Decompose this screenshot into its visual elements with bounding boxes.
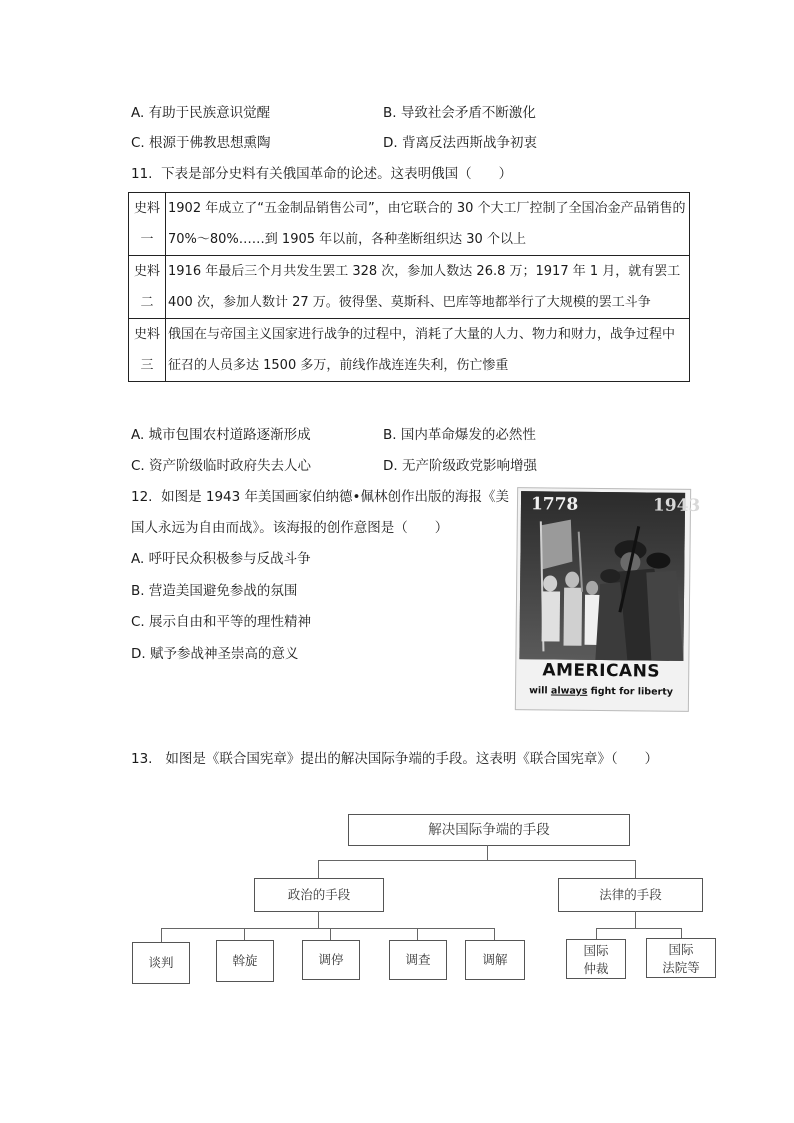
diagram-connector — [417, 928, 418, 940]
diagram-political-box: 政治的手段 — [254, 878, 384, 912]
q10-option-a: A. 有助于民族意识觉醒 — [131, 105, 271, 121]
diagram-root-box: 解决国际争端的手段 — [348, 814, 630, 846]
table-row — [129, 193, 690, 256]
q12-option-a: A. 呼吁民众积极参与反战斗争 — [131, 551, 311, 567]
diagram-item-conciliation: 调解 — [465, 940, 525, 980]
q11-option-d: D. 无产阶级政党影响增强 — [383, 458, 537, 474]
q10-option-b: B. 导致社会矛盾不断激化 — [383, 105, 536, 121]
diagram-item-inquiry: 调查 — [389, 940, 447, 980]
diagram-connector — [596, 928, 681, 929]
poster-artwork — [519, 491, 701, 661]
diagram-item-arbitration: 国际 仲裁 — [566, 939, 626, 979]
q11-source-table — [128, 192, 690, 382]
q11-option-b: B. 国内革命爆发的必然性 — [383, 427, 536, 443]
q11-stem-text: 下表是部分史料有关俄国革命的论述。这表明俄国（ ） — [161, 166, 513, 182]
poster-illustration — [519, 491, 685, 661]
diagram-item-mediation: 调停 — [302, 940, 360, 980]
q12-stem-line1: 12. 如图是 1943 年美国画家伯纳德•佩林创作出版的海报《美 — [131, 489, 509, 505]
q12-stem-line2: 国人永远为自由而战》。该海报的创作意图是（ ） — [131, 520, 449, 536]
diagram-connector — [330, 928, 331, 940]
diagram-connector — [494, 928, 495, 940]
q12-option-b: B. 营造美国避免参战的氛围 — [131, 583, 298, 599]
q10-option-c: C. 根源于佛教思想熏陶 — [131, 135, 271, 151]
q11-option-a: A. 城市包围农村道路逐渐形成 — [131, 427, 311, 443]
diagram-connector — [487, 845, 488, 860]
diagram-connector — [318, 911, 319, 928]
diagram-connector — [635, 911, 636, 928]
table-row-label: 史料 二 — [129, 256, 166, 319]
table-row-label: 史料 一 — [129, 193, 166, 256]
diagram-connector — [161, 928, 162, 942]
poster-image — [515, 487, 701, 712]
q10-option-d: D. 背离反法西斯战争初衷 — [383, 135, 537, 151]
diagram-connector — [635, 860, 636, 878]
diagram-connector — [681, 928, 682, 938]
table-row-text: 1916 年最后三个月共发生罢工 328 次，参加人数达 26.8 万；1917 年 1 月，就有罢工 400 次，参加人数计 27 万。彼得堡、莫斯科、巴库等地都举行了大规模的罢工斗争 — [166, 256, 690, 319]
q13-number: 13. — [131, 751, 153, 767]
table-row — [129, 256, 690, 319]
q12-option-d: D. 赋予参战神圣崇高的意义 — [131, 646, 299, 662]
poster-year-right: 1943 — [652, 495, 701, 517]
poster-year-left: 1778 — [530, 494, 579, 515]
q12-option-c: C. 展示自由和平等的理性精神 — [131, 614, 312, 630]
poster-subtitle: will always fight for liberty — [529, 685, 674, 698]
diagram-connector — [596, 928, 597, 939]
diagram-connector — [244, 928, 245, 940]
diagram-item-good-offices: 斡旋 — [216, 940, 274, 982]
diagram-connector — [318, 860, 635, 861]
diagram-legal-box: 法律的手段 — [558, 878, 703, 912]
q11-stem — [131, 165, 512, 183]
diagram-connector — [318, 860, 319, 878]
q11-option-c: C. 资产阶级临时政府失去人心 — [131, 458, 312, 474]
q13-stem — [131, 750, 658, 768]
table-row — [129, 319, 690, 382]
diagram-item-negotiation: 谈判 — [132, 942, 190, 984]
q11-number: 11. — [131, 166, 153, 182]
poster-title: AMERICANS — [542, 660, 661, 682]
q13-stem-text: 如图是《联合国宪章》提出的解决国际争端的手段。这表明《联合国宪章》（ ） — [165, 751, 659, 767]
diagram-connector — [161, 928, 495, 929]
table-row-label: 史料 三 — [129, 319, 166, 382]
table-row-text: 俄国在与帝国主义国家进行战争的过程中，消耗了大量的人力、物力和财力，战争过程中征召的人员多达 1500 多万，前线作战连连失利，伤亡惨重 — [166, 319, 690, 382]
q12-number: 12. — [131, 489, 153, 505]
diagram-item-court: 国际 法院等 — [646, 938, 716, 978]
table-row-text: 1902 年成立了“五金制品销售公司”，由它联合的 30 个大工厂控制了全国冶金产品销售的 70%～80%……到 1905 年以前，各种垄断组织达 30 个以上 — [166, 193, 690, 256]
